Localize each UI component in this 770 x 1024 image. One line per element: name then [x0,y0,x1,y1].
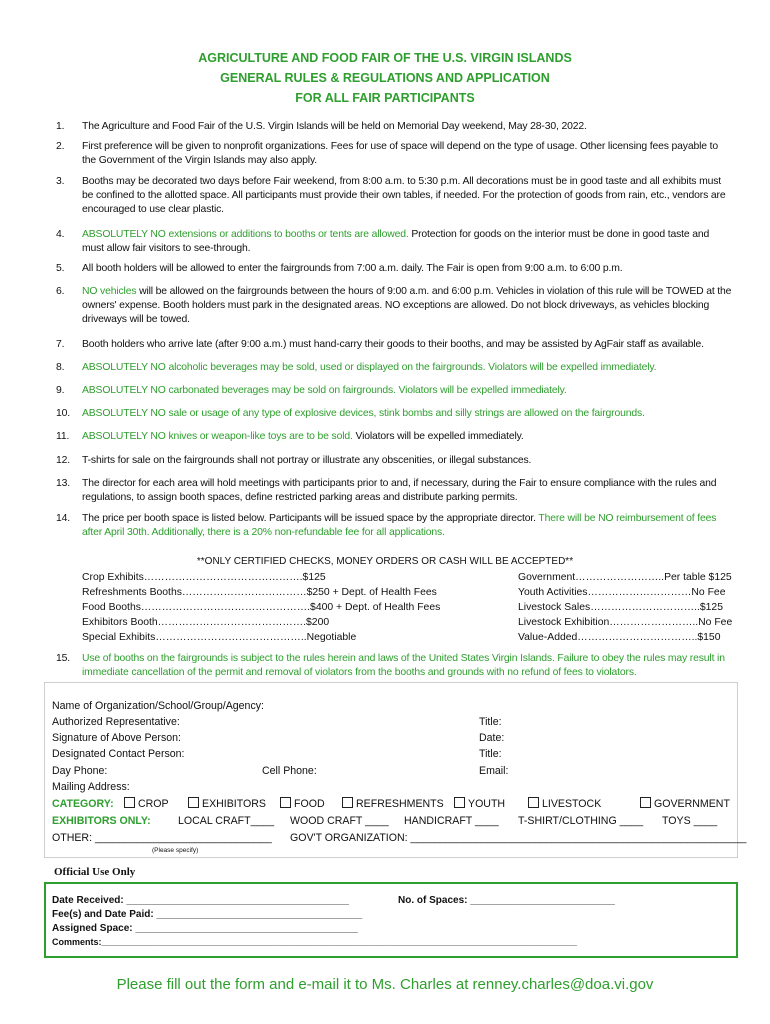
org-name-field[interactable]: Name of Organization/School/Group/Agency: [52,700,264,712]
local-craft-field[interactable]: LOCAL CRAFT____ [178,815,275,827]
exhibitors-only-label: EXHIBITORS ONLY: [52,815,151,827]
fee-food: Food Booths………………………………………….$400 + Dept. of Health Fees [82,602,441,613]
day-phone-field[interactable]: Day Phone: [52,765,108,777]
other-field[interactable]: OTHER: ______________________________ [52,832,272,844]
fees-date-paid-field[interactable]: Fee(s) and Date Paid: _____________________________________ [52,909,363,920]
footer-instructions: Please fill out the form and e-mail it to Ms. Charles at renney.charles@doa.vi.gov [116,976,654,993]
date-received-field[interactable]: Date Received: ________________________________________ [52,895,349,906]
category-livestock-checkbox[interactable]: LIVESTOCK [528,797,601,811]
fee-youth: Youth Activities…………………………No Fee [518,587,726,598]
number-of-spaces-field[interactable]: No. of Spaces: __________________________ [398,895,615,906]
toys-field[interactable]: TOYS ____ [662,815,718,827]
category-label: CATEGORY: [52,798,114,810]
date-field[interactable]: Date: [479,732,505,744]
signature-field[interactable]: Signature of Above Person: [52,732,181,744]
category-refreshments-checkbox[interactable]: REFRESHMENTS [342,797,444,811]
fee-livestock-exhibition: Livestock Exhibition……………………..No Fee [518,617,733,628]
cell-phone-field[interactable]: Cell Phone: [262,765,317,777]
fee-livestock-sales: Livestock Sales…………………………..$125 [518,602,723,613]
govt-organization-field[interactable]: GOV'T ORGANIZATION: _________________________________________________________ [290,832,747,844]
category-food-checkbox[interactable]: FOOD [280,797,325,811]
document-title-line1: AGRICULTURE AND FOOD FAIR OF THE U.S. VIRGIN ISLANDS [198,51,572,65]
title-field-1[interactable]: Title: [479,716,502,728]
payment-notice: **ONLY CERTIFIED CHECKS, MONEY ORDERS OR CASH WILL BE ACCEPTED** [196,556,574,567]
wood-craft-field[interactable]: WOOD CRAFT ____ [290,815,389,827]
document-title-line2: GENERAL RULES & REGULATIONS AND APPLICATION [220,71,550,85]
category-exhibitors-checkbox[interactable]: EXHIBITORS [188,797,266,811]
handicraft-field[interactable]: HANDICRAFT ____ [404,815,499,827]
official-use-label: Official Use Only [54,866,136,878]
assigned-space-field[interactable]: Assigned Space: ________________________________________ [52,923,358,934]
fee-special: Special Exhibits……………………………………..Negotiable [82,632,357,643]
mailing-address-field[interactable]: Mailing Address: [52,781,130,793]
email-field[interactable]: Email: [479,765,509,777]
fee-exhibitors: Exhibitors Booth…………………………………….$200 [82,617,330,628]
comments-field[interactable]: Comments:_______________________________________________________________________________________________ [52,937,578,947]
fee-government: Government……………………..Per table $125 [518,572,732,583]
tshirt-clothing-field[interactable]: T-SHIRT/CLOTHING ____ [518,815,644,827]
category-government-checkbox[interactable]: GOVERNMENT [640,797,730,811]
please-specify-hint: (Please specify) [152,847,199,854]
category-crop-checkbox[interactable]: CROP [124,797,169,811]
document-title-line3: FOR ALL FAIR PARTICIPANTS [295,91,475,105]
category-youth-checkbox[interactable]: YOUTH [454,797,505,811]
title-field-2[interactable]: Title: [479,748,502,760]
contact-person-field[interactable]: Designated Contact Person: [52,748,185,760]
fee-value-added: Value-Added……………………………..$150 [518,632,721,643]
authorized-rep-field[interactable]: Authorized Representative: [52,716,180,728]
fee-crop: Crop Exhibits……………………………………….$125 [82,572,326,583]
fee-refreshments: Refreshments Booths………………………………$250 + Dept. of Health Fees [82,587,437,598]
